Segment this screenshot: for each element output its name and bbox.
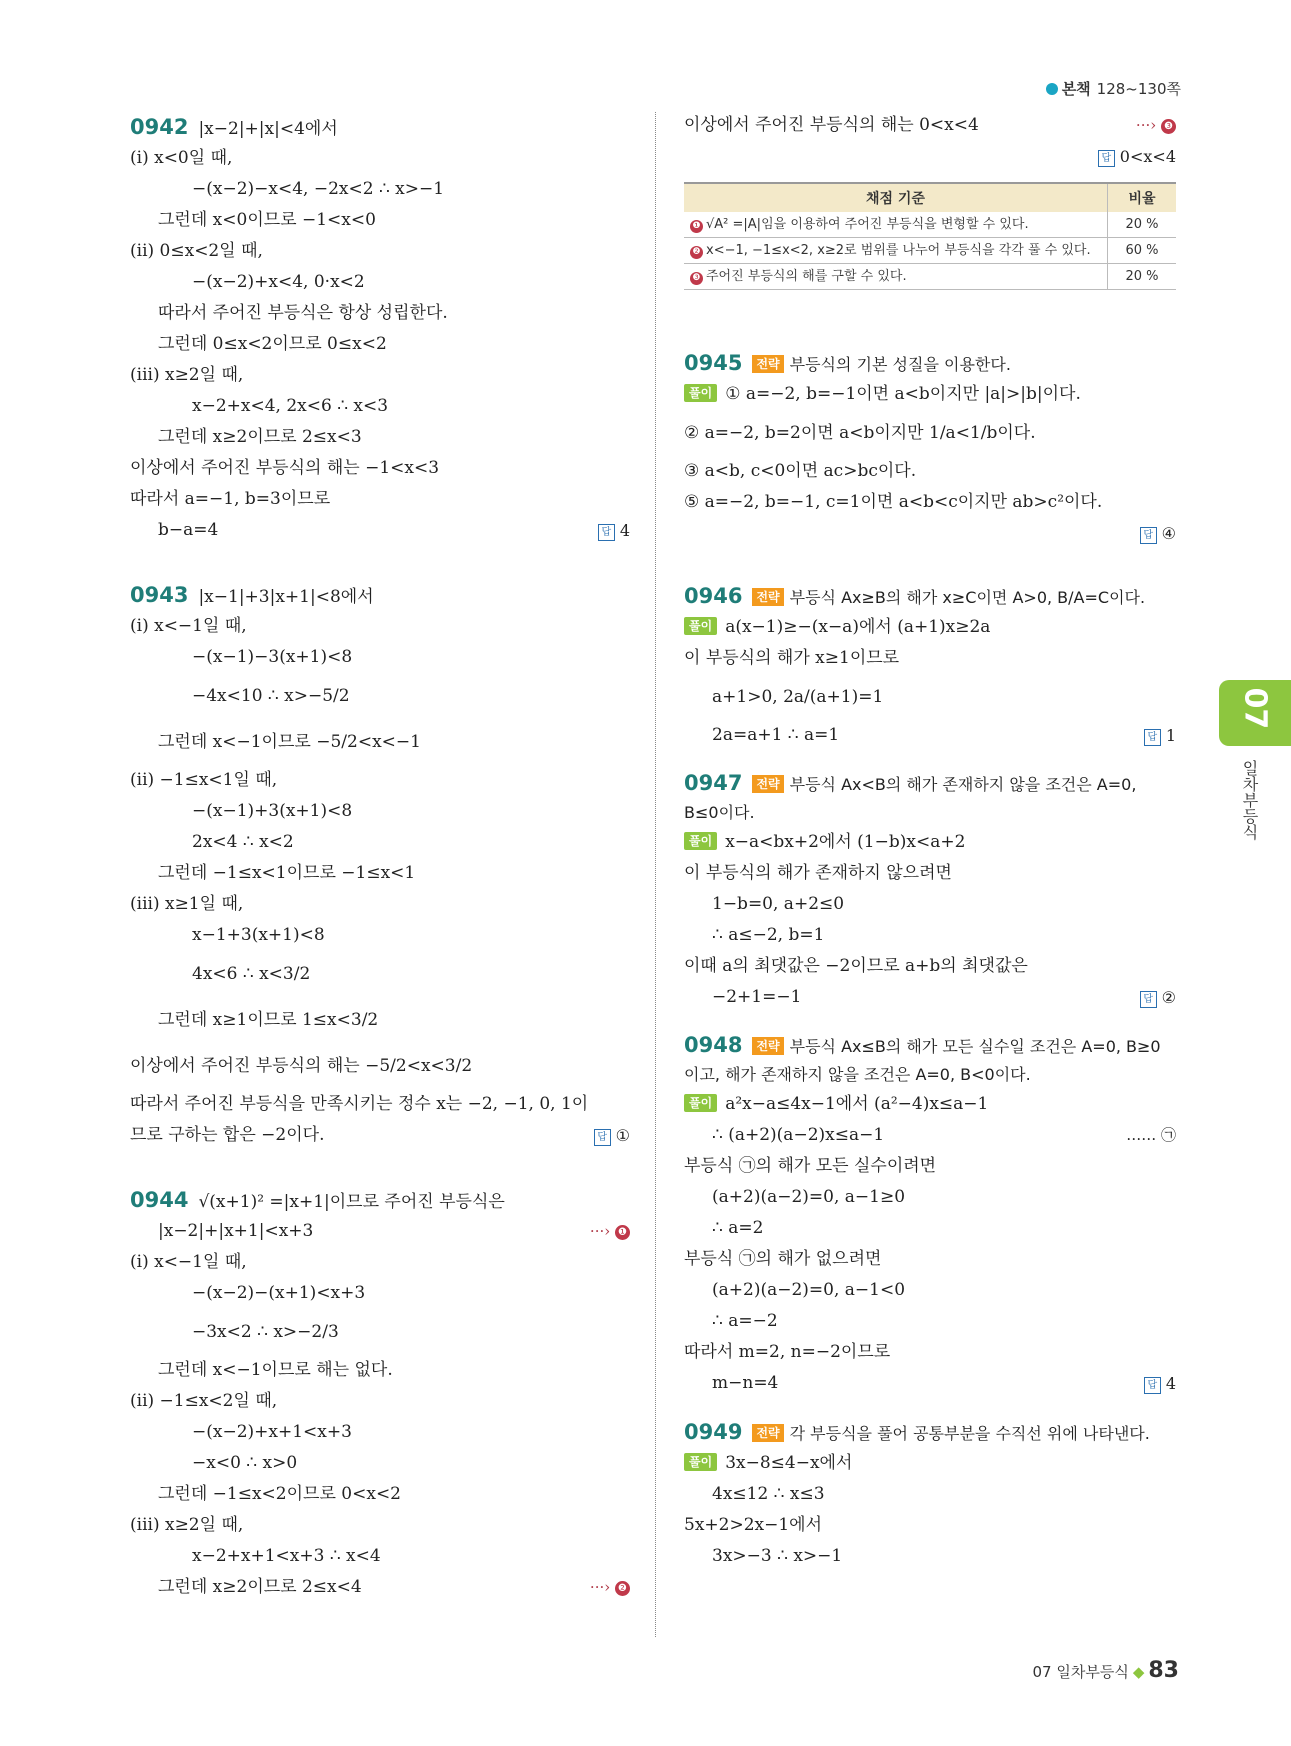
diamond-icon: ◆: [1132, 1663, 1145, 1681]
ratio-cell: 60 %: [1108, 238, 1177, 264]
sol-line: 따라서 주어진 부등식을 만족시키는 정수 x는 −2, −1, 0, 1이: [130, 1094, 589, 1114]
answer-icon: 답: [1098, 150, 1115, 167]
sol-line: x−1+3(x+1)<8: [192, 925, 325, 945]
answer: [1144, 1368, 1176, 1399]
solution-badge: 풀이: [684, 1453, 717, 1471]
sol-line: (a+2)(a−2)=0, a−1≥0: [712, 1187, 906, 1207]
sol-line: 그런데 x≥1이므로 1≤x<3/2: [158, 1010, 379, 1030]
step-text: a²x−a≤4x−1에서 (a²−4)x≤a−1: [725, 1094, 989, 1114]
answer-line: [684, 518, 1176, 549]
result: m−n=4: [712, 1373, 779, 1393]
inequality: |x−2|+|x+1|<x+3: [158, 1221, 314, 1241]
answer-value: ②: [1161, 988, 1176, 1007]
answer: [1140, 518, 1176, 549]
sol-line: [130, 1216, 630, 1247]
step-text: 3x−8≤4−x에서: [725, 1453, 853, 1473]
sol-line: 그런데 x<0이므로 −1<x<0: [158, 210, 376, 230]
solution-badge: 풀이: [684, 617, 717, 635]
sol-line: 그런데 −1≤x<1이므로 −1≤x<1: [158, 863, 416, 883]
answer-value: 4: [1165, 1374, 1176, 1393]
answer: [1144, 720, 1176, 751]
sol-line: 이때 a의 최댓값은 −2이므로 a+b의 최댓값은: [684, 956, 1028, 976]
step-2-icon: ❷: [690, 246, 703, 259]
sol-line: −(x−1)−3(x+1)<8: [192, 647, 353, 667]
problem-0944-title: [130, 1185, 630, 1216]
page-range: 128~130쪽: [1096, 80, 1181, 98]
solution-summary: 이상에서 주어진 부등식의 해는 0<x<4: [684, 115, 979, 135]
sol-line: (iii) x≥1일 때,: [130, 894, 244, 914]
criteria-header: 채점 기준: [684, 183, 1108, 212]
answer: [598, 515, 630, 546]
step-text: a(x−1)≥−(x−a)에서 (a+1)x≥2a: [725, 617, 991, 637]
problem-0947-title: [684, 769, 1176, 827]
sol-line: 그런데 x<−1이므로 −5/2<x<−1: [158, 732, 421, 752]
mark: ···› ❶: [590, 1216, 630, 1247]
sol-line: 따라서 m=2, n=−2이므로: [684, 1342, 891, 1362]
problem-number: 0949: [684, 1420, 743, 1444]
solution-badge: 풀이: [684, 384, 717, 402]
sol-line: ⑤ a=−2, b=−1, c=1이면 a<b<c이지만 ab>c²이다.: [684, 492, 1103, 512]
factored: ∴ (a+2)(a−2)x≤a−1: [712, 1125, 885, 1145]
sol-line: (iii) x≥2일 때,: [130, 1515, 244, 1535]
sol-line: (ii) −1≤x<1일 때,: [130, 770, 278, 790]
solution-badge: 풀이: [684, 1094, 717, 1112]
page-number: 83: [1148, 1658, 1179, 1683]
problem-0948-title: [684, 1031, 1176, 1089]
problem-number: 0942: [130, 115, 189, 139]
sol-line: 그런데 x<−1이므로 해는 없다.: [158, 1360, 393, 1380]
sol-line: −4x<10 ∴ x>−5/2: [192, 686, 350, 706]
sol-line: [684, 1120, 1176, 1151]
grading-header: [684, 183, 1176, 212]
sol-line: 2x<4 ∴ x<2: [192, 832, 294, 852]
option-text: ① a=−2, b=−1이면 a<b이지만 |a|>|b|이다.: [725, 384, 1081, 404]
sol-line: 부등식 ㉠의 해가 모든 실수이려면: [684, 1156, 937, 1176]
strategy-badge: 전략: [752, 1037, 783, 1055]
strategy-badge: 전략: [752, 588, 783, 606]
range: 그런데 x≥2이므로 2≤x<4: [158, 1577, 362, 1597]
strategy-badge: 전략: [752, 355, 783, 373]
column-divider: [655, 112, 656, 1637]
sol-line: (a+2)(a−2)=0, a−1<0: [712, 1280, 906, 1300]
sol-line: 이 부등식의 해가 x≥1이므로: [684, 648, 900, 668]
mark: ···› ❷: [590, 1572, 630, 1603]
result: −2+1=−1: [712, 987, 802, 1007]
ratio-cell: 20 %: [1108, 264, 1177, 290]
strategy-text: 부등식의 기본 성질을 이용한다.: [789, 355, 1011, 374]
problem-number: 0945: [684, 351, 743, 375]
footer-chapter: 07 일차부등식: [1032, 1663, 1129, 1681]
strategy-text: 각 부등식을 풀어 공통부분을 수직선 위에 나타낸다.: [789, 1424, 1150, 1443]
answer-icon: 답: [598, 524, 615, 541]
sol-line: [130, 1572, 630, 1603]
problem-intro: √(x+1)² =|x+1|이므로 주어진 부등식은: [198, 1192, 505, 1212]
answer-value: 1: [1165, 726, 1176, 745]
solution-badge: 풀이: [684, 832, 717, 850]
problem-intro: |x−2|+|x|<4에서: [198, 119, 338, 139]
sol-line: [684, 110, 1176, 141]
chapter-tab-label: 일차부등식: [1240, 760, 1259, 840]
sol-line: 부등식 ㉠의 해가 없으려면: [684, 1249, 882, 1269]
mark-1-icon: ❶: [615, 1225, 630, 1240]
ratio-header: 비율: [1108, 183, 1177, 212]
criteria-cell: [684, 238, 1108, 264]
grading-row: [684, 264, 1176, 290]
sol-line: 이상에서 주어진 부등식의 해는 −1<x<3: [130, 458, 440, 478]
problem-0945-title: [684, 348, 1176, 379]
problem-number: 0947: [684, 771, 743, 795]
sol-line: 그런데 x≥2이므로 2≤x<3: [158, 427, 362, 447]
result: b−a=4: [158, 520, 219, 540]
sol-line: −3x<2 ∴ x>−2/3: [192, 1322, 339, 1342]
answer-value: ④: [1161, 524, 1176, 543]
grading-table: [684, 182, 1176, 290]
sol-line: [130, 1120, 630, 1151]
mark-3-icon: ❸: [1161, 119, 1176, 134]
sol-line: [684, 982, 1176, 1013]
answer-line: [684, 141, 1176, 172]
answer-value: 4: [619, 521, 630, 540]
sol-line: 3x>−3 ∴ x>−1: [712, 1546, 843, 1566]
sol-line: (i) x<0일 때,: [130, 148, 233, 168]
criteria-cell: [684, 212, 1108, 238]
criteria-cell: [684, 264, 1108, 290]
sol-line: (ii) −1≤x<2일 때,: [130, 1391, 278, 1411]
criteria-text: x<−1, −1≤x<2, x≥2로 범위를 나누어 부등식을 각각 풀 수 있다.: [706, 243, 1091, 258]
answer-value: 0<x<4: [1119, 147, 1176, 166]
answer-value: ①: [615, 1126, 630, 1145]
sol-line: −(x−2)+x+1<x+3: [192, 1422, 352, 1442]
sol-line: [130, 515, 630, 546]
sol-line: [684, 379, 1176, 410]
sol-line: −(x−1)+3(x+1)<8: [192, 801, 353, 821]
sol-line: x−2+x+1<x+3 ∴ x<4: [192, 1546, 381, 1566]
sol-line: (ii) 0≤x<2일 때,: [130, 241, 263, 261]
sol-line: 그런데 0≤x<2이므로 0≤x<2: [158, 334, 387, 354]
sol-line: [684, 1368, 1176, 1399]
grading-row: [684, 212, 1176, 238]
left-column: [130, 112, 630, 1603]
sol-line: (i) x<−1일 때,: [130, 616, 247, 636]
strategy-badge: 전략: [752, 775, 783, 793]
answer: [1098, 141, 1176, 172]
sol-line: [684, 612, 1176, 643]
sol-line: 4x<6 ∴ x<3/2: [192, 964, 311, 984]
answer: [1140, 982, 1176, 1013]
reference-dot-icon: [1046, 83, 1058, 95]
sol-line: 따라서 주어진 부등식은 항상 성립한다.: [158, 303, 448, 323]
answer-icon: 답: [1144, 729, 1161, 746]
problem-0943-title: [130, 580, 630, 611]
problem-intro: |x−1|+3|x+1|<8에서: [198, 587, 374, 607]
problem-number: 0944: [130, 1188, 189, 1212]
page-footer: [1033, 1658, 1179, 1683]
mark-2-icon: ❷: [615, 1581, 630, 1596]
conclusion: 므로 구하는 합은 −2이다.: [130, 1125, 325, 1145]
problem-number: 0943: [130, 583, 189, 607]
sol-line: 이상에서 주어진 부등식의 해는 −5/2<x<3/2: [130, 1056, 473, 1076]
sol-line: x−2+x<4, 2x<6 ∴ x<3: [192, 396, 389, 416]
problem-number: 0948: [684, 1033, 743, 1057]
sol-line: [684, 1089, 1176, 1120]
answer-icon: 답: [594, 1129, 611, 1146]
criteria-text: √A² =|A|임을 이용하여 주어진 부등식을 변형할 수 있다.: [706, 217, 1029, 232]
sol-line: ③ a<b, c<0이면 ac>bc이다.: [684, 461, 917, 481]
equation-tag: …… ㉠: [1126, 1126, 1176, 1144]
step-3-icon: ❸: [690, 272, 703, 285]
sol-line: 1−b=0, a+2≤0: [712, 894, 845, 914]
sol-line: [684, 720, 1176, 751]
strategy-badge: 전략: [752, 1424, 783, 1442]
chapter-tab-number: 07: [1237, 687, 1273, 730]
sol-line: ∴ a=2: [712, 1218, 764, 1238]
sol-line: 그런데 −1≤x<2이므로 0<x<2: [158, 1484, 401, 1504]
mark: ···› ❸: [1136, 110, 1176, 141]
sol-line: (iii) x≥2일 때,: [130, 365, 244, 385]
answer-icon: 답: [1140, 991, 1157, 1008]
sol-line: (i) x<−1일 때,: [130, 1252, 247, 1272]
sol-line: −(x−2)−(x+1)<x+3: [192, 1283, 366, 1303]
book-label: 본책: [1061, 80, 1091, 98]
problem-number: 0946: [684, 584, 743, 608]
sol-line: [684, 1448, 1176, 1479]
sol-line: ② a=−2, b=2이면 a<b이지만 1/a<1/b이다.: [684, 423, 1036, 443]
step-1-icon: ❶: [690, 220, 703, 233]
answer-icon: 답: [1140, 527, 1157, 544]
right-column-problems: [684, 348, 1176, 1572]
sol-line: 4x≤12 ∴ x≤3: [712, 1484, 825, 1504]
sol-line: −x<0 ∴ x>0: [192, 1453, 298, 1473]
answer-icon: 답: [1144, 1377, 1161, 1394]
criteria-text: 주어진 부등식의 해를 구할 수 있다.: [706, 269, 907, 284]
sol-line: 이 부등식의 해가 존재하지 않으려면: [684, 863, 952, 883]
sol-line: [684, 827, 1176, 858]
answer: [594, 1120, 630, 1151]
problem-0942-title: [130, 112, 630, 143]
sol-line: ∴ a≤−2, b=1: [712, 925, 825, 945]
sol-line: ∴ a=−2: [712, 1311, 778, 1331]
step-text: x−a<bx+2에서 (1−b)x<a+2: [725, 832, 966, 852]
ratio-cell: 20 %: [1108, 212, 1177, 238]
sol-line: a+1>0, 2a/(a+1)=1: [712, 687, 884, 707]
problem-0949-title: [684, 1417, 1176, 1448]
strategy-text: 부등식 Ax≤B의 해가 모든 실수일 조건은 A=0, B≥0이고, 해가 존재하지 않을 조건은 A=0, B<0이다.: [684, 1037, 1161, 1084]
strategy-text: 부등식 Ax≥B의 해가 x≥C이면 A>0, B/A=C이다.: [789, 588, 1146, 607]
sol-line: 5x+2>2x−1에서: [684, 1515, 823, 1535]
reference: [1046, 78, 1181, 99]
grading-row: [684, 238, 1176, 264]
sol-line: −(x−2)−x<4, −2x<2 ∴ x>−1: [192, 179, 445, 199]
result: 2a=a+1 ∴ a=1: [712, 725, 840, 745]
problem-0946-title: [684, 581, 1176, 612]
right-column: [684, 110, 1176, 172]
sol-line: 따라서 a=−1, b=3이므로: [130, 489, 331, 509]
strategy-text: 부등식 Ax<B의 해가 존재하지 않을 조건은 A=0, B≤0이다.: [684, 775, 1137, 822]
sol-line: −(x−2)+x<4, 0·x<2: [192, 272, 365, 292]
